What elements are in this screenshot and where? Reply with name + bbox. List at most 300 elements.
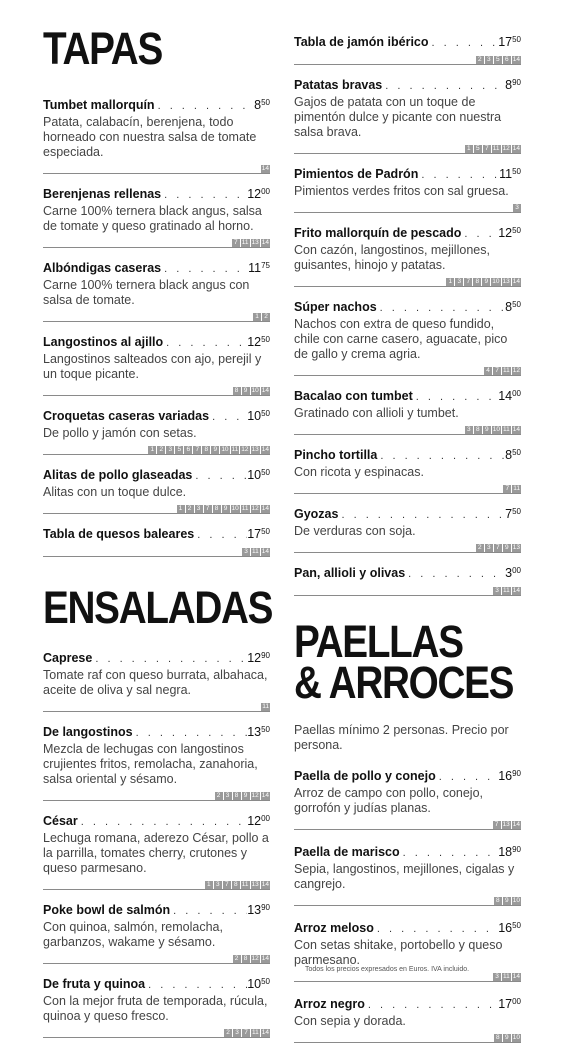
dish-price [247, 332, 270, 350]
menu-item [294, 223, 521, 287]
allergen-badge: 11 [262, 703, 269, 710]
dot-leader [161, 262, 248, 277]
allergen-badge: 11 [492, 145, 500, 152]
price-decimal: 90 [512, 78, 521, 87]
price-decimal: 50 [512, 167, 521, 176]
dot-leader [78, 815, 247, 830]
allergen-badge: 13 [512, 544, 520, 551]
dot-leader [194, 528, 247, 543]
price-decimal: 50 [261, 468, 270, 477]
menu-item-header [294, 75, 521, 94]
allergen-badge: 7 [493, 367, 501, 375]
allergen-badge: 7 [464, 278, 472, 286]
allergen-list [446, 278, 521, 286]
allergen-list [494, 897, 521, 905]
price-integer: 8 [505, 300, 513, 314]
allergen-badge: 3 [214, 881, 222, 889]
dot-leader [161, 188, 247, 203]
allergen-badge: 14 [261, 548, 269, 555]
allergen-badge: 9 [503, 897, 511, 905]
menu-item [294, 766, 521, 830]
allergen-badge: 3 [493, 587, 501, 595]
allergen-divider [43, 700, 270, 712]
price-decimal: 90 [261, 651, 270, 660]
dish-price [505, 75, 521, 93]
menu-item [43, 648, 270, 712]
allergen-badge: 7 [483, 145, 491, 153]
dish-description: Arroz de campo con pollo, conejo, gorrofón y judías planas. [294, 786, 483, 815]
allergen-badge: 1 [148, 446, 156, 454]
allergen-badge: 8 [494, 1034, 502, 1042]
allergen-badge: 14 [261, 165, 269, 172]
menu-item-header [43, 524, 270, 543]
price-integer: 10 [247, 468, 262, 482]
dish-description: Alitas con un toque dulce. [43, 485, 187, 499]
allergen-divider [294, 275, 521, 287]
dish-name: Paella de pollo y conejo [294, 769, 436, 783]
menu-item-header [43, 332, 270, 351]
dish-price [247, 811, 270, 829]
allergen-divider [43, 443, 270, 455]
menu-item [294, 32, 521, 65]
allergen-badge: 9 [503, 1034, 511, 1042]
price-integer: 17 [247, 527, 262, 541]
dish-price [254, 95, 270, 113]
allergen-badge: 3 [485, 544, 493, 552]
allergen-badge: 9 [242, 387, 250, 395]
allergen-badge: 1 [465, 145, 473, 153]
menu-item [43, 524, 270, 557]
allergen-badge: 14 [261, 1029, 269, 1036]
allergen-badge: 10 [512, 897, 520, 904]
dish-price [247, 465, 270, 483]
price-integer: 13 [247, 725, 262, 739]
price-decimal: 90 [512, 845, 521, 854]
allergen-badge: 2 [233, 955, 241, 963]
allergen-badge: 10 [231, 505, 239, 512]
allergen-badge: 10 [221, 446, 229, 453]
allergen-badge: 14 [512, 426, 520, 433]
allergen-list [493, 821, 521, 829]
dish-name: Croquetas caseras variadas [43, 409, 210, 423]
dish-name: Frito mallorquín de pescado [294, 226, 462, 240]
allergen-badge: 3 [513, 204, 521, 212]
menu-item [43, 184, 270, 248]
dish-name: Langostinos al ajillo [43, 335, 164, 349]
allergen-divider [43, 1026, 270, 1038]
allergen-divider [43, 502, 270, 514]
dot-leader [418, 168, 499, 183]
allergen-badge: 9 [483, 426, 491, 434]
price-decimal: 50 [512, 300, 521, 309]
menu-item-header [43, 974, 270, 993]
dish-name: Tabla de quesos baleares [43, 527, 195, 541]
right-column [294, 32, 521, 1043]
allergen-badge: 14 [261, 881, 269, 888]
dish-name: Arroz negro [294, 997, 365, 1011]
allergen-badge: 10 [492, 278, 500, 285]
allergen-badge: 11 [252, 548, 259, 555]
allergen-badge: 5 [175, 446, 183, 454]
price-decimal: 50 [261, 335, 270, 344]
menu-item-header [294, 223, 521, 242]
allergen-badge: 10 [512, 1034, 520, 1041]
dish-price [498, 32, 521, 50]
dish-name: De langostinos [43, 725, 133, 739]
dot-leader [338, 508, 505, 523]
dish-price [247, 184, 270, 202]
dish-description: Mezcla de lechugas con langostinos crujientes fritos, remolacha, zanahoria, salsa oriental y sésamo. [43, 742, 258, 786]
allergen-list [476, 56, 521, 64]
allergen-badge: 14 [261, 792, 269, 799]
dish-price [498, 994, 521, 1012]
dish-name: Pan, allioli y olivas [294, 566, 406, 580]
dish-description: Tomate raf con queso burrata, albahaca, aceite de oliva y sal negra. [43, 668, 268, 697]
allergen-badge: 9 [211, 446, 219, 454]
price-integer: 11 [248, 261, 262, 275]
allergen-badge: 8 [213, 505, 221, 513]
menu-item-header [294, 32, 521, 51]
allergen-list [503, 485, 521, 493]
allergen-list [494, 1034, 521, 1042]
allergen-badge: 12 [251, 505, 259, 512]
menu-item-header [294, 164, 521, 183]
menu-item-header [43, 900, 270, 919]
allergen-badge: 10 [251, 387, 259, 394]
tapas-list [43, 95, 270, 557]
allergen-list [484, 367, 521, 375]
price-integer: 17 [498, 35, 513, 49]
allergen-badge: 12 [251, 792, 259, 799]
allergen-badge: 9 [242, 792, 250, 800]
allergen-badge: 11 [241, 881, 249, 888]
menu-item-header [294, 297, 521, 316]
dot-leader [133, 726, 248, 741]
allergen-badge: 7 [494, 544, 502, 552]
dish-name: Tabla de jamón ibérico [294, 35, 429, 49]
dot-leader [170, 904, 247, 919]
allergen-divider [294, 541, 521, 553]
allergen-badge: 11 [241, 505, 249, 512]
allergen-list [493, 973, 521, 981]
price-integer: 14 [498, 389, 513, 403]
allergen-list [215, 792, 270, 800]
menu-item-header [294, 504, 521, 523]
dish-price [247, 524, 270, 542]
menu-item-header [294, 994, 521, 1013]
price-decimal: 50 [261, 409, 270, 418]
allergen-list [242, 548, 270, 556]
price-integer: 11 [499, 167, 513, 181]
allergen-badge: 5 [474, 145, 482, 153]
allergen-badge: 8 [202, 446, 210, 454]
allergen-badge: 12 [512, 367, 520, 374]
dish-name: Alitas de pollo glaseadas [43, 468, 193, 482]
allergen-badge: 14 [512, 973, 520, 980]
menu-item-header [43, 406, 270, 425]
allergen-badge: 2 [186, 505, 194, 513]
price-integer: 17 [498, 997, 513, 1011]
allergen-divider [294, 894, 521, 906]
allergen-badge: 3 [242, 548, 250, 556]
tapas-right-list [294, 32, 521, 596]
section-title-paellas-line2: & ARROCES [294, 657, 514, 708]
allergen-badge: 13 [251, 446, 259, 453]
allergen-list [476, 544, 521, 552]
dish-price [505, 563, 521, 581]
dish-description: De verduras con soja. [294, 524, 416, 538]
allergen-list [465, 426, 521, 434]
allergen-list [513, 204, 521, 212]
menu-item-header [43, 258, 270, 277]
allergen-badge: 7 [503, 485, 511, 493]
menu-item [294, 563, 521, 596]
dot-leader [155, 99, 255, 114]
allergen-badge: 2 [224, 1029, 232, 1037]
dish-price [498, 223, 521, 241]
allergen-badge: 11 [241, 239, 249, 246]
price-decimal: 50 [261, 725, 270, 734]
allergen-divider [294, 142, 521, 154]
dish-description: Con la mejor fruta de temporada, rúcula, quinoa y queso fresco. [43, 994, 268, 1023]
dish-name: Tumbet mallorquín [43, 98, 155, 112]
price-decimal: 50 [261, 977, 270, 986]
allergen-badge: 14 [261, 387, 269, 394]
allergen-badge: 2 [262, 313, 270, 321]
price-integer: 12 [247, 335, 262, 349]
allergen-badge: 11 [252, 1029, 259, 1036]
dish-price [498, 918, 521, 936]
allergen-list [233, 387, 270, 395]
dish-price [505, 445, 521, 463]
price-integer: 13 [247, 903, 262, 917]
price-integer: 7 [505, 507, 513, 521]
dish-name: Arroz meloso [294, 921, 374, 935]
allergen-divider [294, 1031, 521, 1043]
dish-price [505, 504, 521, 522]
allergen-badge: 2 [476, 544, 484, 552]
price-integer: 16 [498, 921, 513, 935]
allergen-badge: 7 [493, 821, 501, 829]
allergen-divider [294, 201, 521, 213]
dot-leader [413, 390, 498, 405]
dish-name: Paella de marisco [294, 845, 400, 859]
menu-item [294, 297, 521, 376]
price-decimal: 50 [261, 98, 270, 107]
dish-name: Pimientos de Padrón [294, 167, 419, 181]
allergen-badge: 14 [512, 56, 520, 63]
allergen-badge: 7 [242, 1029, 250, 1037]
price-integer: 8 [505, 78, 513, 92]
allergen-divider [294, 818, 521, 830]
price-integer: 3 [505, 566, 513, 580]
price-integer: 12 [247, 814, 262, 828]
allergen-badge: 3 [224, 792, 232, 800]
allergen-list [261, 703, 270, 711]
price-decimal: 50 [512, 507, 521, 516]
dish-description: Con setas shitake, portobello y queso parmesano. [294, 938, 503, 967]
dish-name: Caprese [43, 651, 93, 665]
dish-name: Bacalao con tumbet [294, 389, 413, 403]
allergen-badge: 1 [253, 313, 261, 321]
dish-description: Pimientos verdes fritos con sal gruesa. [294, 184, 509, 198]
price-integer: 8 [254, 98, 262, 112]
price-decimal: 50 [512, 226, 521, 235]
dish-price [247, 900, 270, 918]
allergen-badge: 14 [512, 821, 520, 828]
dish-description: Carne 100% ternera black angus con salsa de tomate. [43, 278, 250, 307]
section-title-ensaladas: ENSALADAS [43, 582, 273, 633]
menu-item [43, 406, 270, 455]
section-title-paellas-line1: PAELLAS [294, 616, 463, 667]
price-integer: 12 [498, 226, 513, 240]
dot-leader [365, 998, 498, 1013]
allergen-divider [43, 545, 270, 557]
menu-item [294, 445, 521, 494]
allergen-divider [43, 789, 270, 801]
dot-leader [92, 652, 247, 667]
dish-name: Pincho tortilla [294, 448, 378, 462]
dish-description: Con cazón, langostinos, mejillones, guisantes, hinojo y patatas. [294, 243, 490, 272]
left-column [43, 23, 273, 1038]
menu-item-header [294, 766, 521, 785]
dish-description: Con ricota y espinacas. [294, 465, 424, 479]
allergen-badge: 11 [503, 973, 510, 980]
allergen-divider [294, 364, 521, 376]
price-decimal: 90 [512, 769, 521, 778]
menu-item [43, 258, 270, 322]
ensaladas-list [43, 648, 270, 1038]
allergen-badge: 3 [493, 973, 501, 981]
allergen-list [148, 446, 270, 454]
price-integer: 16 [498, 769, 513, 783]
menu-item [43, 332, 270, 396]
dish-price [498, 766, 521, 784]
allergen-list [224, 1029, 270, 1037]
allergen-badge: 8 [473, 278, 481, 286]
allergen-badge: 13 [251, 881, 259, 888]
menu-item [43, 900, 270, 964]
menu-item-header [43, 465, 270, 484]
allergen-badge: 3 [455, 278, 463, 286]
allergen-badge: 7 [232, 239, 240, 247]
menu-item-header [43, 811, 270, 830]
dish-price [505, 297, 521, 315]
allergen-badge: 7 [193, 446, 201, 454]
allergen-badge: 10 [492, 426, 501, 433]
dish-name: Patatas bravas [294, 78, 383, 92]
dish-description: Nachos con extra de queso fundido, chile con carne casero, aguacate, pico de gallo y crema agria. [294, 317, 508, 361]
allergen-list [261, 165, 270, 173]
menu-item [294, 386, 521, 435]
allergen-badge: 7 [223, 881, 231, 889]
dish-price [247, 648, 270, 666]
menu-item-header [43, 722, 270, 741]
price-decimal: 00 [512, 389, 521, 398]
menu-item [43, 811, 270, 890]
allergen-badge: 11 [513, 485, 520, 492]
allergen-badge: 8 [232, 881, 240, 889]
allergen-badge: 9 [482, 278, 490, 286]
price-integer: 12 [247, 651, 262, 665]
price-decimal: 00 [261, 814, 270, 823]
dish-name: De fruta y quinoa [43, 977, 146, 991]
allergen-badge: 3 [233, 1029, 241, 1037]
dot-leader [382, 79, 505, 94]
dish-description: Carne 100% ternera black angus, salsa de tomate y queso gratinado al horno. [43, 204, 262, 233]
allergen-badge: 14 [261, 955, 269, 962]
allergen-divider [43, 236, 270, 248]
dish-description: Con quinoa, salmón, remolacha, garbanzos, wakame y sésamo. [43, 920, 223, 949]
allergen-list [465, 145, 521, 153]
allergen-badge: 5 [494, 56, 502, 64]
allergen-badge: 11 [503, 587, 510, 594]
dish-price [498, 842, 521, 860]
menu-item-header [294, 445, 521, 464]
allergen-badge: 14 [512, 587, 520, 594]
allergen-badge: 8 [474, 426, 482, 434]
dot-leader [163, 336, 247, 351]
allergen-badge: 14 [261, 239, 269, 246]
allergen-list [233, 955, 270, 963]
dish-description: Sepia, langostinos, mejillones, cigalas y cangrejo. [294, 862, 515, 891]
allergen-badge: 1 [177, 505, 185, 513]
menu-item [43, 722, 270, 801]
allergen-divider [294, 423, 521, 435]
menu-item [43, 465, 270, 514]
dish-name: Poke bowl de salmón [43, 903, 171, 917]
menu-item-header [294, 918, 521, 937]
dish-name: Albóndigas caseras [43, 261, 162, 275]
price-decimal: 75 [261, 261, 270, 270]
dot-leader [429, 36, 499, 51]
allergen-badge: 1 [446, 278, 454, 286]
menu-item-header [294, 842, 521, 861]
allergen-badge: 4 [484, 367, 492, 375]
allergen-badge: 9 [222, 505, 230, 513]
section-title-tapas: TAPAS [43, 23, 162, 74]
allergen-divider [43, 952, 270, 964]
allergen-badge: 6 [503, 56, 511, 64]
dish-name: Gyozas [294, 507, 339, 521]
price-decimal: 50 [512, 448, 521, 457]
price-decimal: 50 [512, 35, 521, 44]
allergen-badge: 3 [195, 505, 203, 513]
dish-price [247, 406, 270, 424]
allergen-badge: 9 [503, 544, 511, 552]
allergen-badge: 11 [231, 446, 239, 453]
allergen-badge: 2 [157, 446, 165, 454]
allergen-badge: 14 [261, 446, 269, 453]
dish-name: Súper nachos [294, 300, 377, 314]
dot-leader [461, 227, 498, 242]
dish-description: Con sepia y dorada. [294, 1014, 406, 1028]
allergen-badge: 3 [485, 56, 493, 64]
dot-leader [405, 567, 505, 582]
price-decimal: 50 [512, 921, 521, 930]
allergen-divider [43, 162, 270, 174]
allergen-list [232, 239, 270, 247]
dish-description: Patata, calabacín, berenjena, todo horneado con nuestra salsa de tomate especiada. [43, 115, 257, 159]
allergen-badge: 12 [241, 446, 249, 453]
dot-leader [377, 449, 505, 464]
menu-item-header [43, 648, 270, 667]
dot-leader [377, 301, 505, 316]
allergen-badge: 12 [251, 955, 259, 962]
menu-item-header [294, 563, 521, 582]
allergen-badge: 7 [204, 505, 212, 513]
price-decimal: 00 [512, 997, 521, 1006]
